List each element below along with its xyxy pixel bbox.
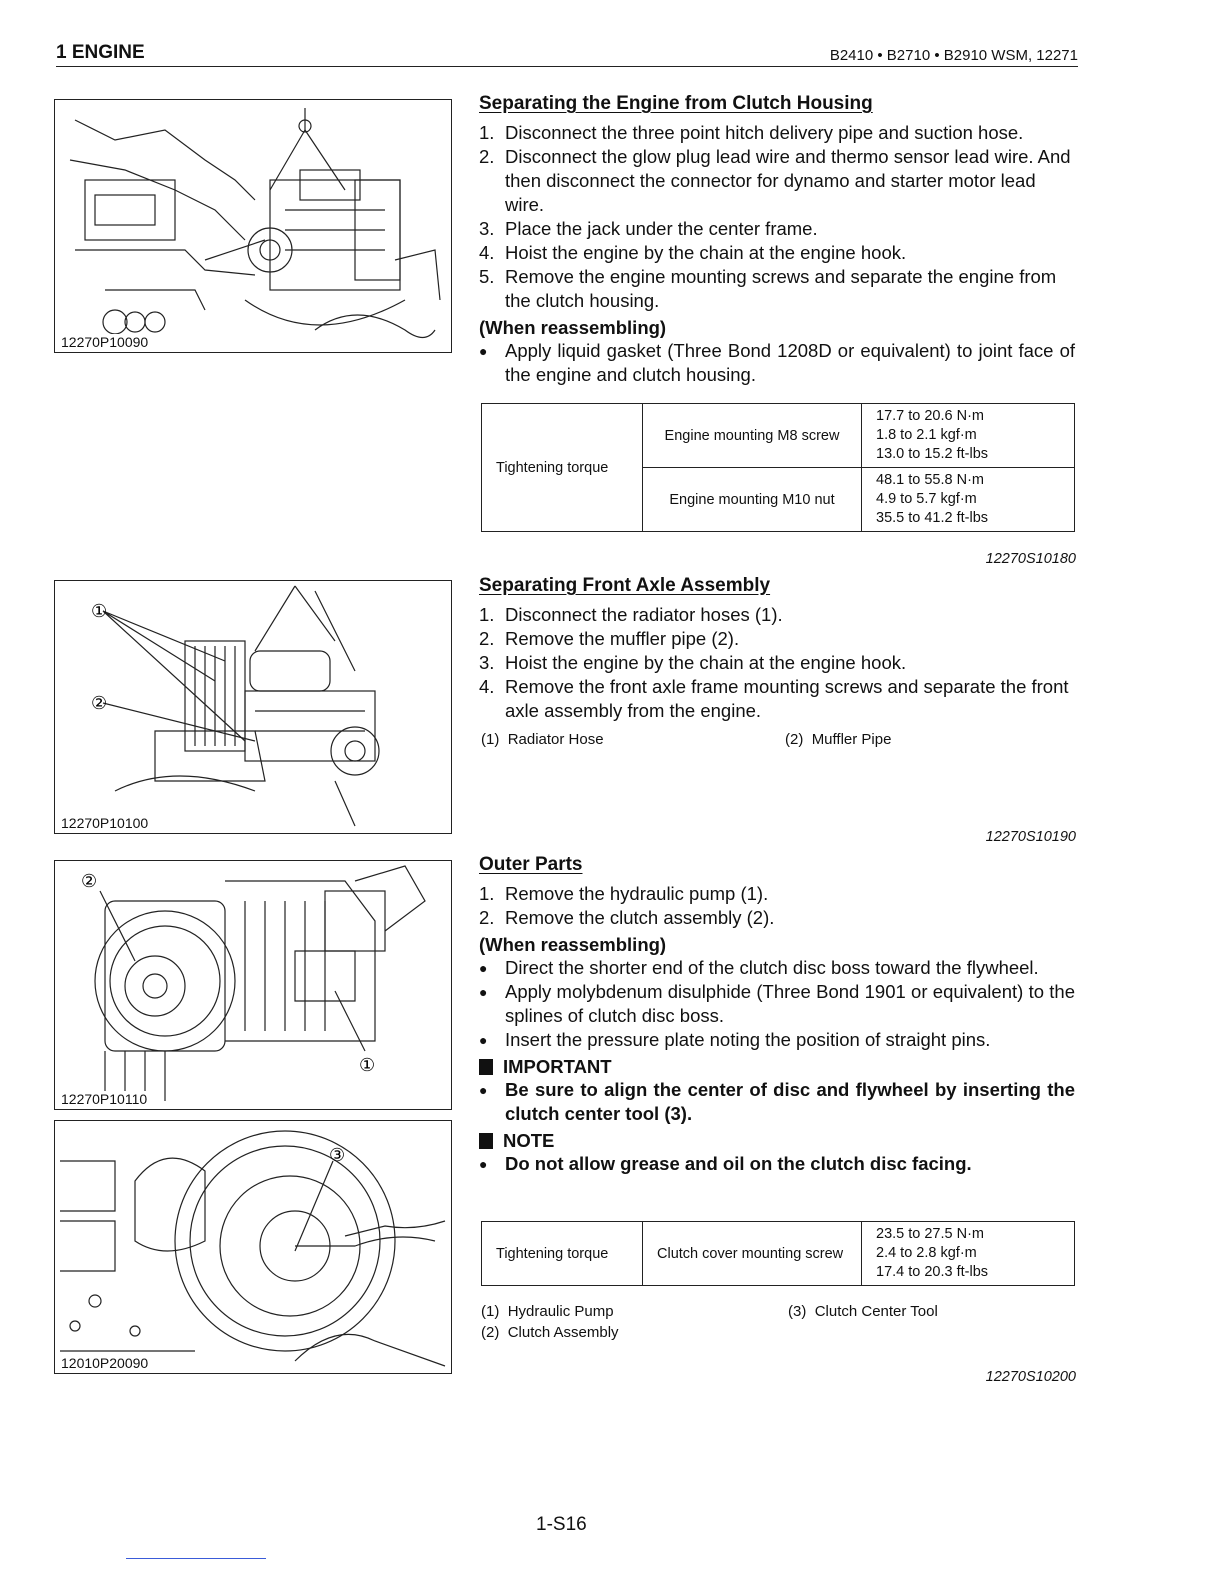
torque-item: Engine mounting M8 screw <box>643 404 862 468</box>
step-list <box>479 121 1075 313</box>
step-item: 5. Remove the engine mounting screws and separate the engine from the clutch housing. <box>479 266 1057 311</box>
reassembling-heading: (When reassembling) <box>479 934 667 955</box>
important-list <box>479 1078 1075 1126</box>
legend-item: (2) Muffler Pipe <box>785 731 892 748</box>
callout-1: ① <box>91 601 108 622</box>
figure-clutch-tool <box>54 1120 452 1374</box>
bullet-item: ● Apply liquid gasket (Three Bond 1208D or equivalent) to joint face of the engine and clutch housing. <box>479 339 1075 387</box>
step-item: 4. Hoist the engine by the chain at the engine hook. <box>479 242 907 263</box>
step-item: 3. Hoist the engine by the chain at the engine hook. <box>479 652 907 673</box>
step-item: 2. Disconnect the glow plug lead wire and thermo sensor lead wire. And then disconnect the connector for dynamo and starter motor lead wire. <box>479 146 1071 215</box>
section-front-axle <box>479 575 1075 723</box>
bullet-item: ● Insert the pressure plate noting the position of straight pins. <box>479 1028 1075 1052</box>
bullet-item: ● Be sure to align the center of disc and flywheel by inserting the clutch center tool (3). <box>479 1078 1075 1126</box>
torque-label: Tightening torque <box>482 1222 643 1286</box>
important-heading: IMPORTANT <box>479 1056 1075 1078</box>
step-list <box>479 603 1075 723</box>
figure-caption: 12270P10100 <box>61 815 149 831</box>
step-item: 1. Disconnect the three point hitch delivery pipe and suction hose. <box>479 122 1024 143</box>
step-item: 4. Remove the front axle frame mounting screws and separate the front axle assembly from the engine. <box>479 676 1069 721</box>
torque-values: 23.5 to 27.5 N·m 2.4 to 2.8 kgf·m 17.4 to 20.3 ft-lbs <box>862 1222 1075 1286</box>
note-heading: NOTE <box>479 1130 1075 1152</box>
note-list <box>479 1152 1075 1176</box>
torque-item: Clutch cover mounting screw <box>643 1222 862 1286</box>
step-item: 3. Place the jack under the center frame. <box>479 218 818 239</box>
header-rule <box>56 66 1078 67</box>
figure-caption: 12010P20090 <box>61 1355 149 1371</box>
legend-item: (3) Clutch Center Tool <box>788 1303 938 1320</box>
reference-code: 12270S10200 <box>985 1369 1076 1385</box>
step-list <box>479 882 1075 930</box>
section-title: 1 ENGINE <box>56 42 145 63</box>
bullet-item: ● Do not allow grease and oil on the clutch disc facing. <box>479 1152 1075 1176</box>
clutch-center-tool-illustration <box>55 1121 451 1373</box>
step-item: 1. Disconnect the radiator hoses (1). <box>479 604 783 625</box>
figure-caption: 12270P10090 <box>61 334 149 350</box>
engine-radiator-illustration <box>55 581 451 833</box>
figure-front-axle <box>54 580 452 834</box>
figure-outer-parts <box>54 860 452 1110</box>
legend-item: (1) Radiator Hose <box>481 731 604 748</box>
legend-item: (1) Hydraulic Pump <box>481 1303 614 1320</box>
step-item: 1. Remove the hydraulic pump (1). <box>479 883 769 904</box>
callout-2: ② <box>81 871 98 892</box>
step-item: 2. Remove the muffler pipe (2). <box>479 628 740 649</box>
step-item: 2. Remove the clutch assembly (2). <box>479 907 775 928</box>
reference-code: 12270S10190 <box>985 829 1076 845</box>
section-separating-engine <box>479 93 1075 387</box>
square-bullet-icon <box>479 1059 493 1075</box>
reference-code: 12270S10180 <box>985 551 1076 567</box>
callout-3: ③ <box>329 1145 346 1166</box>
torque-table-engine <box>481 403 1075 532</box>
engine-hoist-illustration <box>55 100 451 352</box>
section-heading: Outer Parts <box>479 854 583 875</box>
bullet-list <box>479 956 1075 1052</box>
figure-engine-hoist <box>54 99 452 353</box>
torque-values: 48.1 to 55.8 N·m 4.9 to 5.7 kgf·m 35.5 to 41.2 ft-lbs <box>862 468 1075 532</box>
callout-2: ② <box>91 693 108 714</box>
bullet-list <box>479 339 1075 387</box>
legend-item: (2) Clutch Assembly <box>481 1324 619 1341</box>
clutch-engine-illustration <box>55 861 451 1109</box>
callout-1: ① <box>359 1055 376 1076</box>
bullet-item: ● Apply molybdenum disulphide (Three Bond 1901 or equivalent) to the splines of clutch disc boss. <box>479 980 1075 1028</box>
torque-table-clutch <box>481 1221 1075 1286</box>
reassembling-heading: (When reassembling) <box>479 317 667 338</box>
page-number: 1-S16 <box>536 1514 587 1535</box>
square-bullet-icon <box>479 1133 493 1149</box>
section-heading: Separating Front Axle Assembly <box>479 575 771 596</box>
torque-item: Engine mounting M10 nut <box>643 468 862 532</box>
figure-caption: 12270P10110 <box>61 1091 148 1107</box>
torque-label: Tightening torque <box>482 404 643 532</box>
torque-values: 17.7 to 20.6 N·m 1.8 to 2.1 kgf·m 13.0 to 15.2 ft-lbs <box>862 404 1075 468</box>
section-heading: Separating the Engine from Clutch Housing <box>479 93 873 114</box>
footer-link-line <box>126 1558 266 1559</box>
model-heading: B2410 • B2710 • B2910 WSM, 12271 <box>829 47 1078 64</box>
bullet-item: ● Direct the shorter end of the clutch disc boss toward the flywheel. <box>479 956 1075 980</box>
section-outer-parts <box>479 854 1075 1176</box>
